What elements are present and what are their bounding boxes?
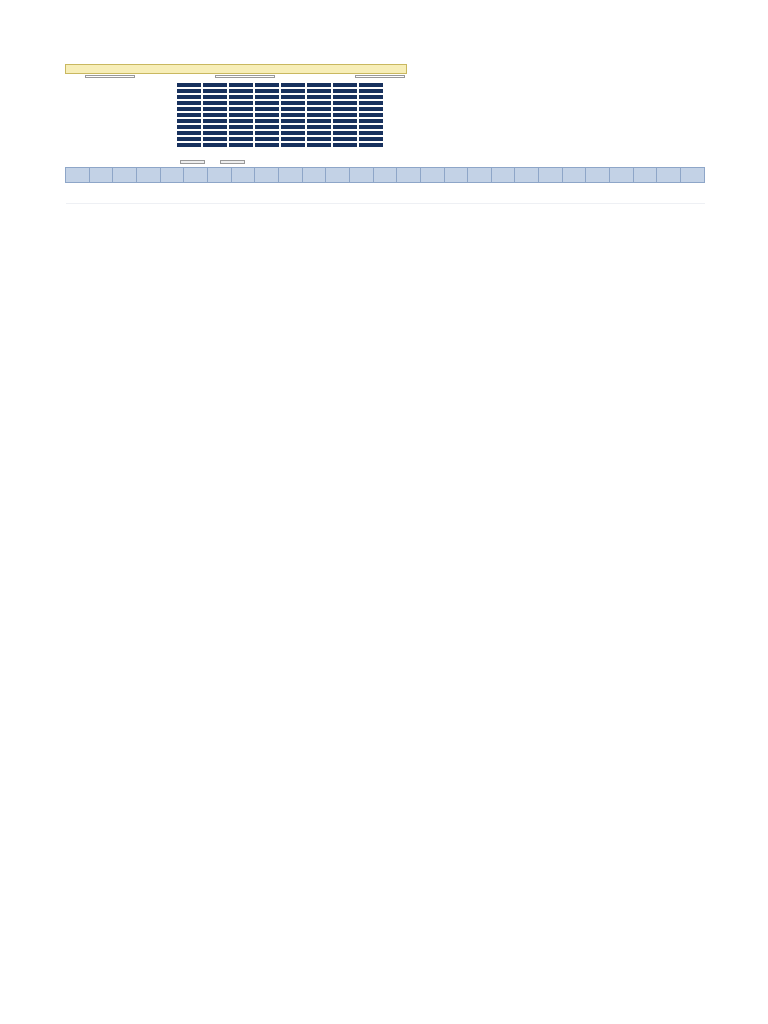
id-field-2[interactable] — [215, 75, 275, 78]
summary-cell — [255, 113, 279, 117]
column-header — [515, 168, 539, 183]
summary-cell — [307, 107, 331, 111]
id-field-1[interactable] — [85, 75, 135, 78]
column-header — [397, 168, 421, 183]
column-header — [657, 168, 681, 183]
summary-cell — [229, 83, 253, 87]
summary-cell — [359, 83, 383, 87]
table-cell — [349, 183, 373, 204]
summary-cell — [359, 137, 383, 141]
summary-cell — [229, 143, 253, 147]
table-cell — [231, 183, 255, 204]
summary-cell — [255, 131, 279, 135]
table-cell — [610, 183, 634, 204]
column-header — [633, 168, 657, 183]
table-cell — [113, 183, 137, 204]
column-header — [231, 168, 255, 183]
column-header — [539, 168, 563, 183]
summary-cell — [229, 119, 253, 123]
summary-cell — [307, 137, 331, 141]
table-cell — [491, 183, 515, 204]
column-header — [136, 168, 160, 183]
column-header — [681, 168, 705, 183]
summary-cell — [229, 89, 253, 93]
action-button-2[interactable] — [220, 160, 245, 164]
summary-cell — [177, 125, 201, 129]
summary-cell — [333, 137, 357, 141]
summary-block — [65, 82, 365, 148]
column-header — [66, 168, 90, 183]
table-cell — [302, 183, 326, 204]
column-header — [326, 168, 350, 183]
summary-cell — [177, 101, 201, 105]
table-cell — [420, 183, 444, 204]
column-header — [373, 168, 397, 183]
summary-cell — [203, 119, 227, 123]
table-header-row — [66, 168, 705, 183]
summary-cell — [359, 119, 383, 123]
summary-cell — [281, 143, 305, 147]
summary-cell — [333, 101, 357, 105]
summary-cell — [281, 113, 305, 117]
summary-cell — [333, 89, 357, 93]
summary-cell — [203, 95, 227, 99]
table-cell — [586, 183, 610, 204]
summary-cell — [359, 107, 383, 111]
summary-cell — [229, 125, 253, 129]
summary-cell — [359, 95, 383, 99]
column-header — [184, 168, 208, 183]
column-header — [468, 168, 492, 183]
table-cell — [562, 183, 586, 204]
summary-cell — [203, 131, 227, 135]
summary-cell — [359, 113, 383, 117]
summary-cell — [307, 95, 331, 99]
table-cell — [444, 183, 468, 204]
summary-cell — [333, 83, 357, 87]
summary-cell — [307, 143, 331, 147]
column-header — [207, 168, 231, 183]
summary-cell — [177, 95, 201, 99]
summary-cell — [229, 113, 253, 117]
summary-cell — [307, 89, 331, 93]
summary-cell — [255, 119, 279, 123]
summary-cell — [281, 83, 305, 87]
summary-cell — [281, 101, 305, 105]
column-header — [420, 168, 444, 183]
id-field-3[interactable] — [355, 75, 405, 78]
table-cell — [681, 183, 705, 204]
summary-cell — [229, 101, 253, 105]
column-header — [302, 168, 326, 183]
table-cell — [207, 183, 231, 204]
summary-cell — [177, 143, 201, 147]
investor-table — [65, 167, 705, 204]
table-cell — [373, 183, 397, 204]
summary-cell — [177, 107, 201, 111]
summary-cell — [333, 125, 357, 129]
summary-cell — [333, 113, 357, 117]
summary-cell — [229, 137, 253, 141]
table-cell — [89, 183, 113, 204]
table-cell — [515, 183, 539, 204]
summary-cell — [359, 89, 383, 93]
column-header — [610, 168, 634, 183]
summary-cell — [359, 143, 383, 147]
summary-cell — [255, 89, 279, 93]
summary-cell — [307, 101, 331, 105]
column-header — [444, 168, 468, 183]
summary-cell — [359, 131, 383, 135]
summary-cell — [333, 95, 357, 99]
summary-cell — [281, 131, 305, 135]
summary-cell — [203, 101, 227, 105]
column-header — [255, 168, 279, 183]
summary-cell — [177, 83, 201, 87]
table-cell — [657, 183, 681, 204]
summary-cell — [255, 143, 279, 147]
summary-cell — [229, 107, 253, 111]
summary-cell — [203, 143, 227, 147]
summary-cell — [281, 95, 305, 99]
summary-cell — [203, 113, 227, 117]
summary-cell — [333, 131, 357, 135]
column-header — [160, 168, 184, 183]
summary-cell — [255, 107, 279, 111]
summary-cell — [203, 83, 227, 87]
column-header — [89, 168, 113, 183]
table-cell — [633, 183, 657, 204]
table-cell — [278, 183, 302, 204]
summary-cell — [203, 107, 227, 111]
identifier-row — [65, 75, 407, 79]
summary-cell — [281, 89, 305, 93]
summary-cell — [281, 137, 305, 141]
summary-cell — [307, 83, 331, 87]
summary-cell — [333, 119, 357, 123]
notice-banner — [65, 64, 407, 74]
table-cell — [539, 183, 563, 204]
summary-cell — [307, 125, 331, 129]
column-header — [491, 168, 515, 183]
summary-cell — [177, 119, 201, 123]
summary-cell — [281, 125, 305, 129]
table-row — [66, 183, 705, 204]
table-cell — [397, 183, 421, 204]
summary-cell — [359, 101, 383, 105]
summary-cell — [281, 107, 305, 111]
summary-cell — [177, 89, 201, 93]
action-button-1[interactable] — [180, 160, 205, 164]
summary-cell — [255, 95, 279, 99]
table-cell — [326, 183, 350, 204]
summary-cell — [307, 131, 331, 135]
summary-cell — [281, 119, 305, 123]
summary-cell — [255, 125, 279, 129]
summary-cell — [229, 131, 253, 135]
table-cell — [184, 183, 208, 204]
column-header — [278, 168, 302, 183]
table-cell — [468, 183, 492, 204]
table-cell — [136, 183, 160, 204]
table-cell — [160, 183, 184, 204]
summary-cell — [255, 83, 279, 87]
column-header — [562, 168, 586, 183]
table-cell — [255, 183, 279, 204]
summary-cell — [203, 125, 227, 129]
summary-cell — [255, 101, 279, 105]
column-header — [586, 168, 610, 183]
summary-cell — [307, 113, 331, 117]
summary-cell — [307, 119, 331, 123]
summary-cell — [333, 107, 357, 111]
column-header — [349, 168, 373, 183]
summary-cell — [333, 143, 357, 147]
summary-cell — [177, 113, 201, 117]
summary-cell — [203, 89, 227, 93]
summary-cell — [203, 137, 227, 141]
summary-cell — [177, 137, 201, 141]
summary-cell — [177, 131, 201, 135]
summary-cell — [359, 125, 383, 129]
summary-cell — [255, 137, 279, 141]
summary-cell — [229, 95, 253, 99]
table-cell — [66, 183, 90, 204]
summary-row — [65, 142, 365, 148]
column-header — [113, 168, 137, 183]
